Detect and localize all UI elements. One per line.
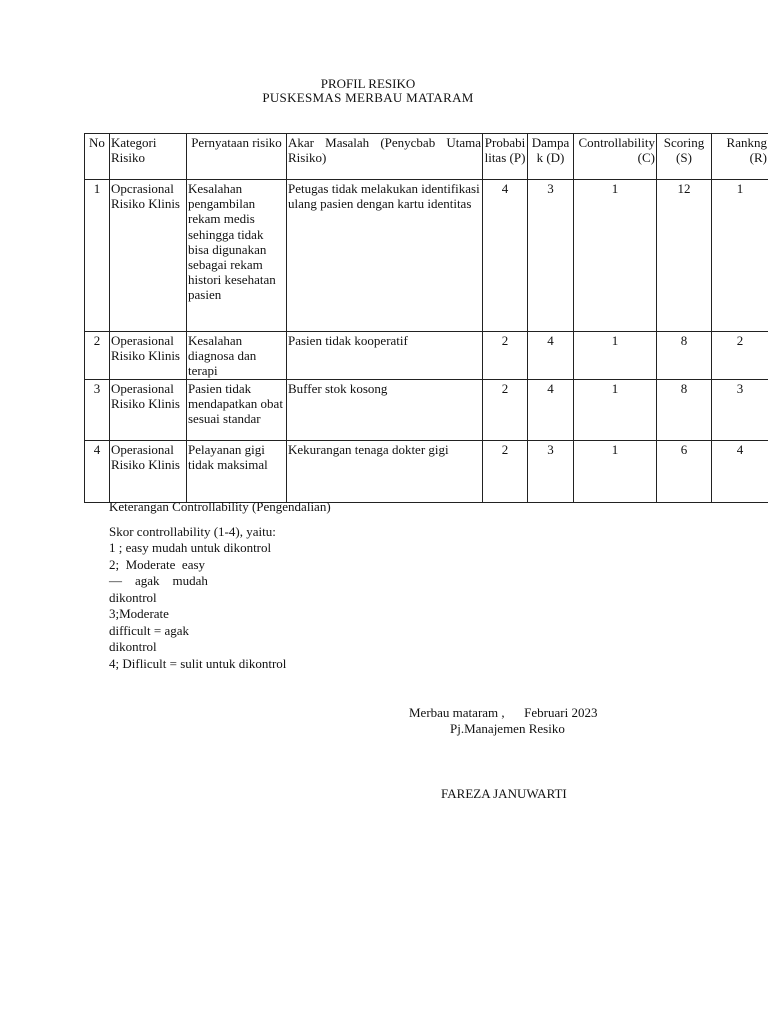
cell-kategori: Operasional Risiko Klinis: [110, 332, 187, 380]
col-header-akar-masalah: Akar Masalah (Penycbab Utama Risiko): [287, 134, 483, 180]
signature-name: FAREZA JANUWARTI: [441, 786, 567, 801]
notes-line: 2; Moderate easy: [109, 556, 206, 572]
table-row: [85, 332, 768, 380]
cell-controllability: 1: [574, 379, 657, 440]
document-subtitle: PUSKESMAS MERBAU MATARAM: [262, 90, 474, 105]
cell-ranking: 3: [712, 379, 768, 440]
notes-line: dikontrol: [109, 589, 157, 605]
col-header-probabilitas: Probabilitas (P): [483, 134, 528, 180]
cell-kategori: Opcrasional Risiko Klinis: [110, 180, 187, 332]
col-header-kategori: Kategori Risiko: [110, 134, 187, 180]
document-title: PROFIL RESIKO: [320, 76, 416, 91]
cell-no: 4: [85, 440, 110, 502]
notes-line: Skor controllability (1-4), yaitu:: [109, 523, 276, 539]
table-row: [85, 440, 768, 502]
cell-scoring: 6: [657, 440, 712, 502]
col-header-dampak: Dampak (D): [528, 134, 574, 180]
cell-pernyataan: Pasien tidak mendapatkan obat sesuai standar: [187, 379, 287, 440]
signature-place-date: Merbau mataram , Februari 2023: [409, 705, 598, 720]
cell-probabilitas: 4: [483, 180, 528, 332]
cell-kategori: Operasional Risiko Klinis: [110, 440, 187, 502]
cell-ranking: 1: [712, 180, 768, 332]
cell-no: 3: [85, 379, 110, 440]
table-header-row: [85, 134, 768, 180]
col-header-ranking: Rankng (R): [712, 134, 768, 180]
cell-pernyataan: Pelayanan gigi tidak maksimal: [187, 440, 287, 502]
notes-gap: [109, 516, 349, 524]
cell-dampak: 4: [528, 379, 574, 440]
table-row: [85, 379, 768, 440]
table-row: [85, 180, 768, 332]
cell-pernyataan: Kesalahan diagnosa dan terapi: [187, 332, 287, 380]
col-header-pernyataan: Pernyataan risiko: [187, 134, 287, 180]
cell-pernyataan: Kesalahan pengambilan rekam medis sehingga tidak bisa digunakan sebagai rekam histori kesehatan pasien: [187, 180, 287, 332]
cell-dampak: 4: [528, 332, 574, 380]
cell-akar-masalah: Buffer stok kosong: [287, 379, 483, 440]
cell-controllability: 1: [574, 440, 657, 502]
notes-line: dikontrol: [109, 639, 157, 654]
controllability-notes: [109, 499, 349, 672]
notes-line: 3;Moderate: [109, 606, 169, 621]
cell-dampak: 3: [528, 180, 574, 332]
notes-line: difficult = agak: [109, 622, 190, 638]
signature-role: Pj.Manajemen Resiko: [450, 721, 565, 736]
cell-controllability: 1: [574, 180, 657, 332]
cell-probabilitas: 2: [483, 440, 528, 502]
cell-ranking: 4: [712, 440, 768, 502]
col-header-controllability: Controllability (C): [574, 134, 657, 180]
notes-line: — agak mudah: [109, 573, 208, 588]
cell-scoring: 8: [657, 379, 712, 440]
cell-controllability: 1: [574, 332, 657, 380]
cell-no: 2: [85, 332, 110, 380]
cell-akar-masalah: Pasien tidak kooperatif: [287, 332, 483, 380]
cell-ranking: 2: [712, 332, 768, 380]
notes-line: 1 ; easy mudah untuk dikontrol: [109, 540, 272, 555]
cell-akar-masalah: Petugas tidak melakukan identifikasi ulang pasien dengan kartu identitas: [287, 180, 483, 332]
cell-scoring: 8: [657, 332, 712, 380]
col-header-scoring: Scoring (S): [657, 134, 712, 180]
cell-probabilitas: 2: [483, 379, 528, 440]
cell-probabilitas: 2: [483, 332, 528, 380]
col-header-no: No: [85, 134, 110, 180]
cell-no: 1: [85, 180, 110, 332]
cell-kategori: Operasional Risiko Klinis: [110, 379, 187, 440]
notes-line: 4; Diflicult = sulit untuk dikontrol: [109, 655, 287, 671]
cell-dampak: 3: [528, 440, 574, 502]
risk-profile-table: [84, 133, 768, 503]
notes-heading: Keterangan Controllability (Pengendalian): [109, 499, 331, 514]
cell-scoring: 12: [657, 180, 712, 332]
cell-akar-masalah: Kekurangan tenaga dokter gigi: [287, 440, 483, 502]
